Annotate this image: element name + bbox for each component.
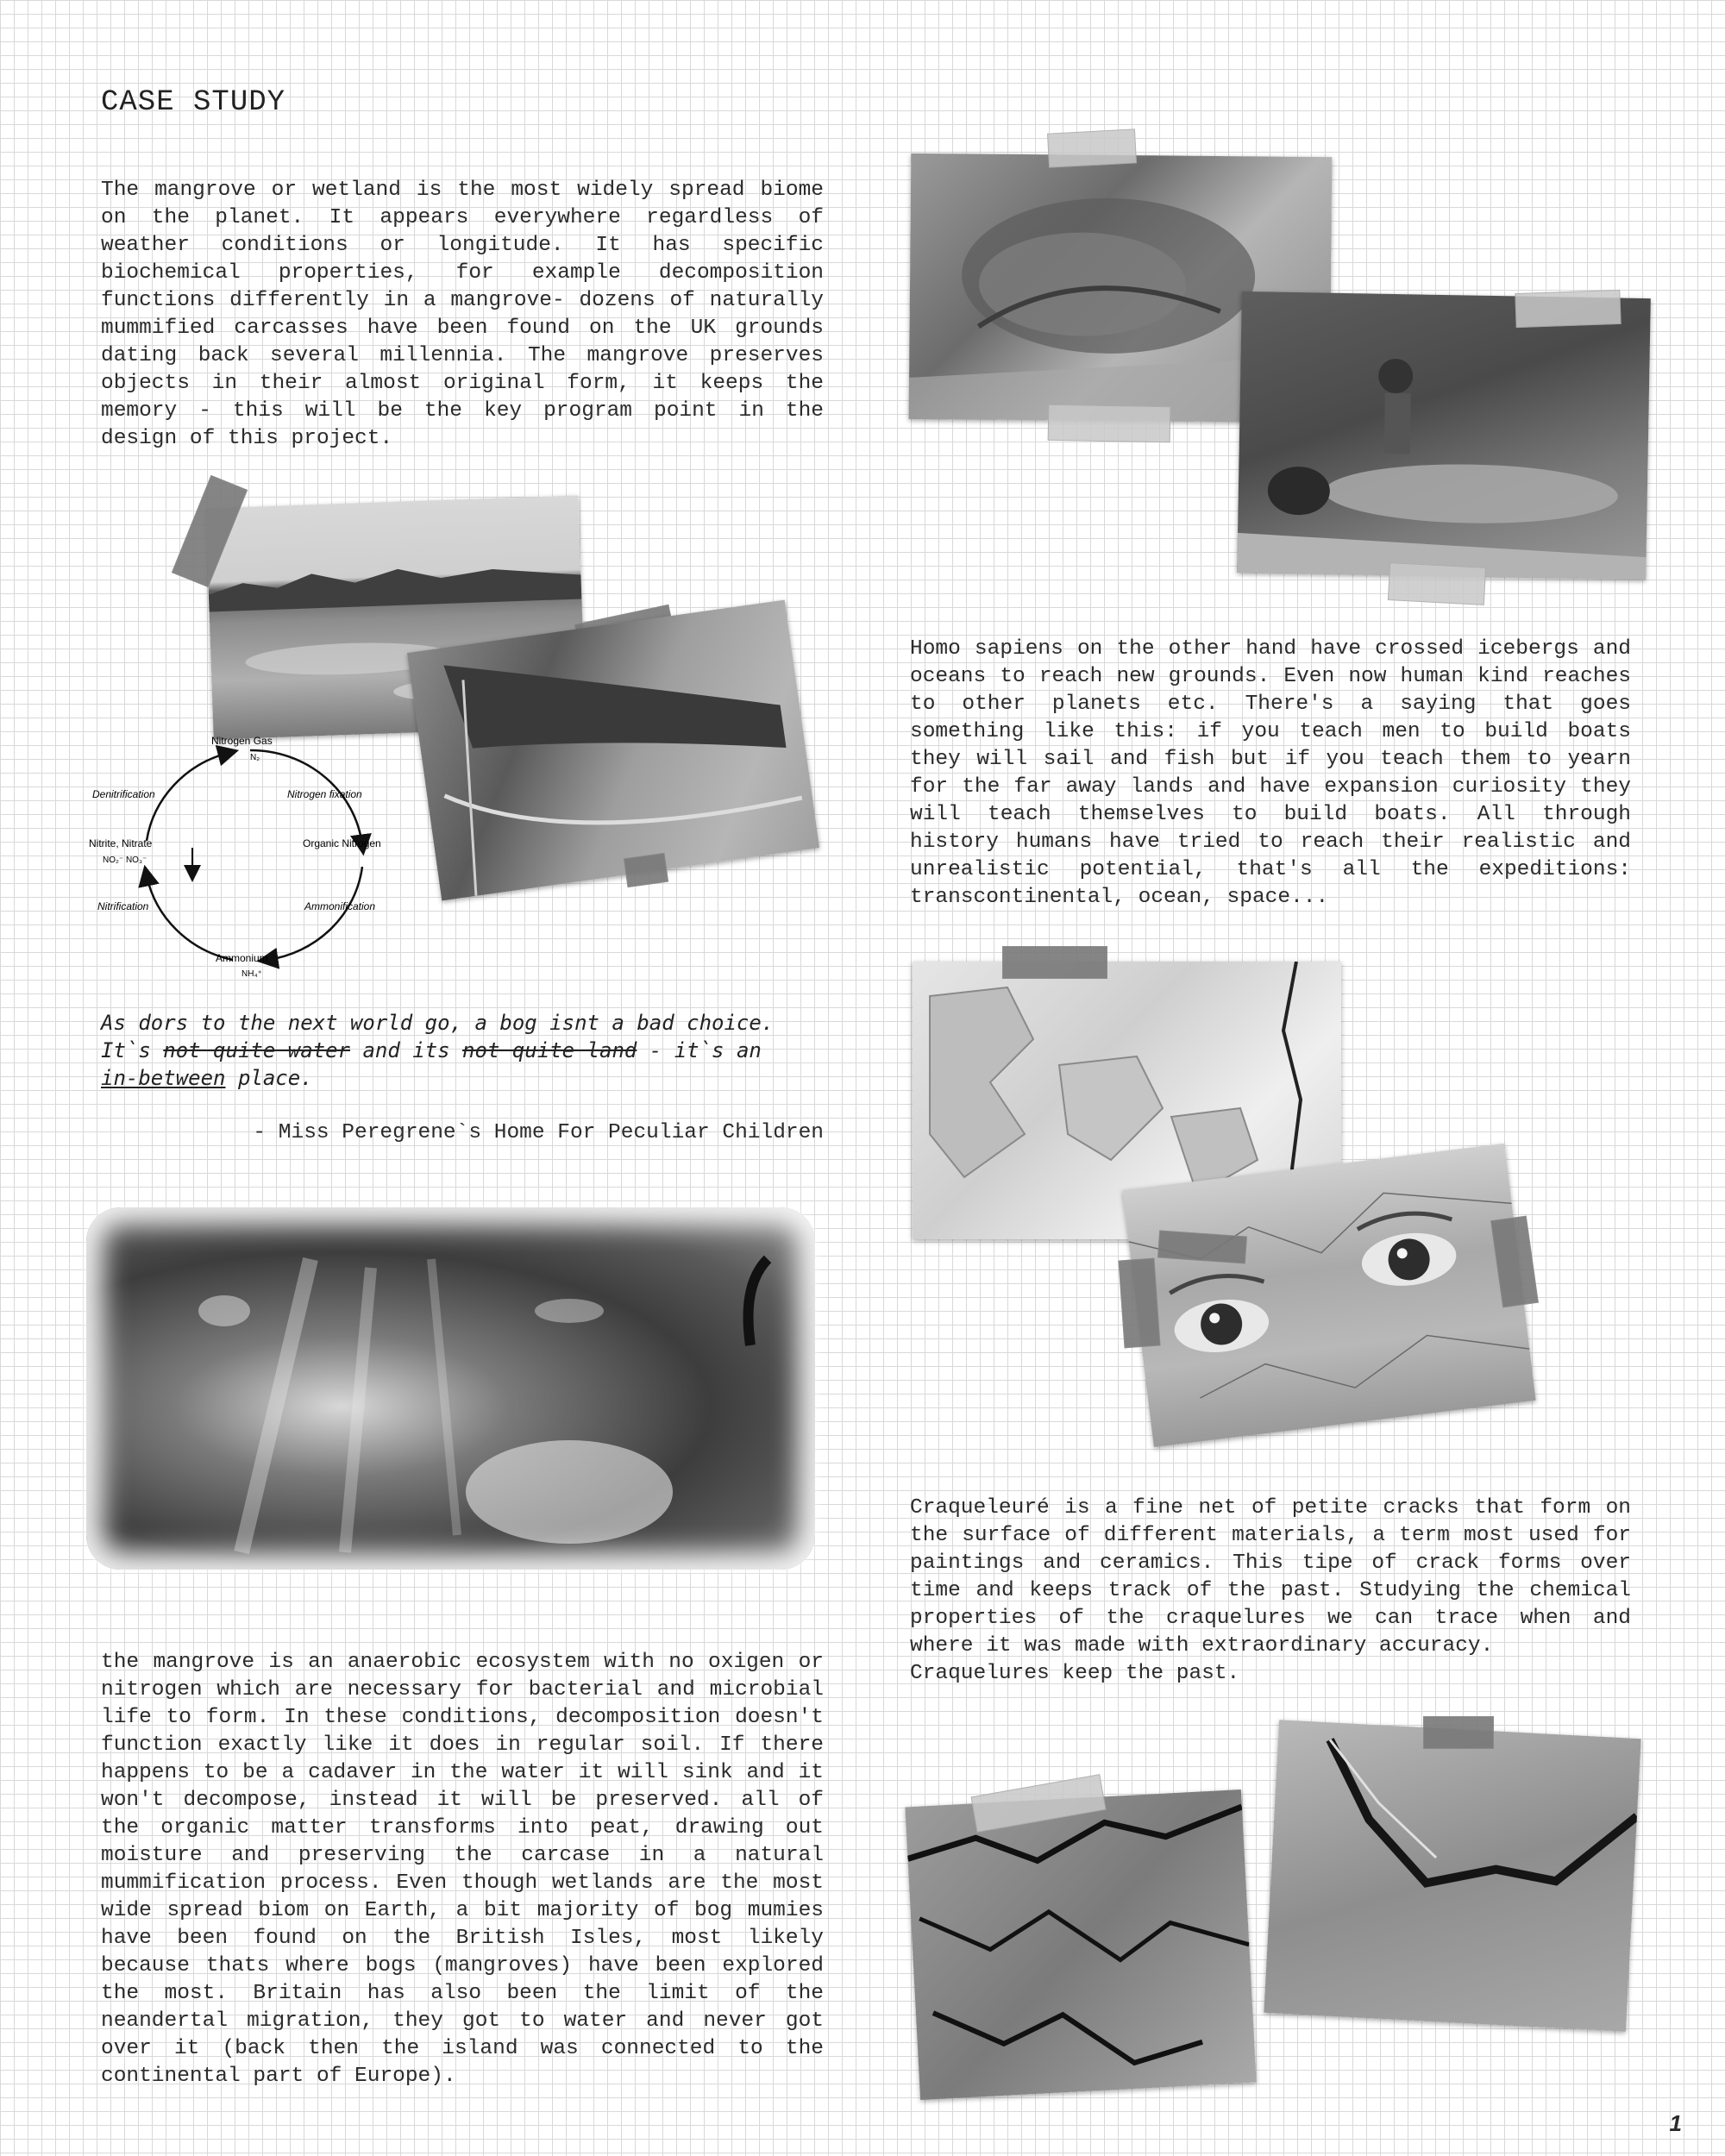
cycle-arrow: [267, 867, 362, 960]
cycle-arrow: [147, 875, 233, 960]
label-organic-nitrogen: Organic Nitrogen: [303, 837, 381, 849]
tape: [1002, 946, 1107, 979]
crack-image-2: [1264, 1720, 1640, 2032]
quote-text: - it`s an: [637, 1038, 762, 1062]
crack-image-1: [905, 1789, 1256, 2100]
craquelure-paragraph: Craqueleuré is a fine net of petite cracks that form on the surface of different materials, a term most used for paintings and ceramics. This tipe of crack forms over time and keeps track of the past. Studying the chemical properties of the craquelures we can trace when and where it was made with extraordinary accuracy.: [910, 1496, 1631, 1658]
water-texture-photo: [86, 1207, 815, 1570]
label-nitrogen-gas: Nitrogen Gas: [211, 735, 273, 747]
bog-body-exhibit-photo: [1237, 291, 1651, 580]
label-ammonification: Ammonification: [304, 900, 376, 912]
label-nitrite-nitrate: Nitrite, Nitrate: [89, 837, 153, 849]
quote-block: [101, 1009, 843, 1092]
page-title: CASE STUDY: [101, 86, 286, 119]
label-nitrification: Nitrification: [97, 900, 149, 912]
water-texture-image: [86, 1207, 815, 1570]
crack-photo-1: [905, 1789, 1256, 2100]
label-denitrification: Denitrification: [92, 788, 155, 800]
quote-struck-text: not quite land: [462, 1038, 637, 1062]
quote-line-2: [101, 1037, 843, 1064]
aerial-forest-photo: [407, 600, 819, 901]
label-nitrogen-fixation: Nitrogen fixation: [287, 788, 362, 800]
nitrogen-cycle-diagram: [82, 729, 427, 987]
quote-underlined-text: in-between: [101, 1066, 226, 1090]
quote-line-1: As dors to the next world go, a bog isnt a bad choice.: [101, 1011, 775, 1035]
cracked-eyes-photo: [1122, 1144, 1535, 1447]
quote-text: It`s: [101, 1038, 164, 1062]
quote-attribution: - Miss Peregrene`s Home For Peculiar Children: [253, 1121, 824, 1144]
quote-text: and its: [350, 1038, 463, 1062]
tape: [1047, 128, 1137, 167]
anaerobic-paragraph: the mangrove is an anaerobic ecosystem with no oxigen or nitrogen which are necessary for bacterial and microbial life to form. In these conditions, decomposition doesn't function exactly like it does in regular soil. If there happens to be a cadaver in the water it will sink and it won't decompose, instead it will be preserved. all of the organic matter transforms into peat, drawing out moisture and preserving the carcase in a natural mummification process. Even though wetlands are the most wide spread biom on Earth, a bit majority of bog mumies have been found on the British Isles, most likely because thats where bogs (mangroves) have been explored the most. Britain has also been the limit of the neandertal migration, they got to water and never got over it (back then the island was connected to the continental part of Europe).: [101, 1651, 824, 2088]
tape: [1388, 562, 1486, 605]
intro-paragraph: The mangrove or wetland is the most widely spread biome on the planet. It appears everywhere regardless of weather conditions or longitude. It has specific biochemical properties, for example decomposition functions differently in a mangrove- dozens of naturally mummified carcasses have been found on the UK grounds dating back several millennia. The mangrove preserves objects in their almost original form, it keeps the memory - this will be the key program point in the design of this project.: [101, 179, 824, 450]
craquelure-closing-line: Craquelures keep the past.: [910, 1662, 1240, 1685]
label-n2: N₂: [250, 753, 260, 762]
label-ammonium: Ammonium: [216, 952, 268, 964]
aerial-forest-image: [407, 600, 819, 901]
tape: [1423, 1716, 1494, 1749]
quote-line-3: [101, 1064, 843, 1092]
cycle-arrow: [147, 753, 229, 841]
tape: [1118, 1258, 1160, 1349]
tape: [624, 853, 668, 887]
label-nh4: NH₄⁺: [242, 969, 262, 979]
homo-sapiens-paragraph: Homo sapiens on the other hand have crossed icebergs and oceans to reach new grounds. Even now human kind reaches to other planets etc. There's a saying that goes something like this: if you teach men to build boats they will sail and fish but if you teach them to yearn for the far away lands and have expansion curiosity they will teach themselves to build boats. All through history humans have tried to reach their realistic and unrealistic potential, that's all the expeditions: transcontinental, ocean, space...: [910, 637, 1631, 909]
cracked-eyes-image: [1122, 1144, 1535, 1447]
page-number: 1: [1669, 2110, 1682, 2136]
quote-struck-text: not quite water: [163, 1038, 350, 1062]
tape: [1515, 290, 1621, 328]
label-no-formula: NO₂⁻ NO₃⁻: [103, 856, 147, 865]
crack-photo-2: [1264, 1720, 1640, 2032]
bog-body-exhibit-image: [1237, 291, 1651, 580]
tape: [1048, 404, 1171, 442]
quote-text: place.: [225, 1066, 313, 1090]
